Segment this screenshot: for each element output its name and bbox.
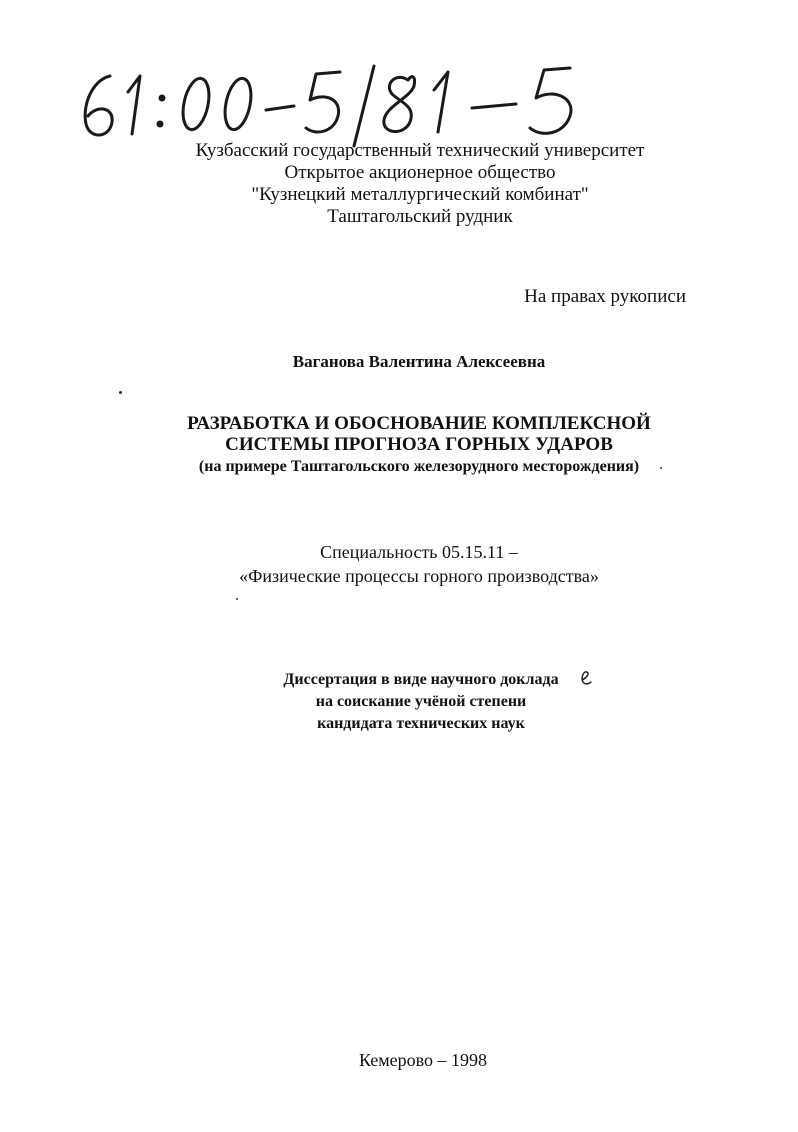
scan-speck — [236, 598, 238, 600]
scan-speck — [119, 391, 122, 394]
place-and-year: Кемерово – 1998 — [358, 1050, 488, 1070]
company-name: "Кузнецкий металлургический комбинат" — [251, 184, 589, 205]
handwritten-catalog-code-drawing — [70, 58, 610, 153]
company-type: Открытое акционерное общество — [284, 162, 556, 183]
dissertation-line-1: Диссертация в виде научного доклада — [283, 671, 559, 688]
title-line-2: СИСТЕМЫ ПРОГНОЗА ГОРНЫХ УДАРОВ — [225, 434, 613, 455]
author-name: Ваганова Валентина Алексеевна — [292, 352, 546, 371]
institution-header — [120, 140, 720, 228]
title-line-1: РАЗРАБОТКА И ОБОСНОВАНИЕ КОМПЛЕКСНОЙ — [187, 413, 651, 434]
dissertation-type-block — [0, 669, 798, 735]
specialty-name: «Физические процессы горного производства» — [239, 566, 599, 586]
university-name: Кузбасский государственный технический университет — [195, 140, 645, 161]
handwritten-catalog-code — [70, 58, 610, 153]
pen-mark-drawing — [578, 668, 596, 688]
specialty-code: Специальность 05.15.11 – — [320, 542, 518, 562]
manuscript-rights-note: На правах рукописи — [524, 286, 686, 307]
specialty-block — [0, 540, 798, 588]
dissertation-title — [0, 413, 798, 479]
dissertation-line-3: кандидата технических наук — [317, 715, 525, 732]
pen-mark — [578, 668, 596, 693]
title-subtitle: (на примере Таштагольского железорудного месторождения) — [198, 458, 640, 475]
dissertation-line-2: на соискание учёной степени — [315, 693, 527, 710]
mine-name: Таштагольский рудник — [327, 206, 513, 227]
scan-speck — [660, 467, 662, 469]
